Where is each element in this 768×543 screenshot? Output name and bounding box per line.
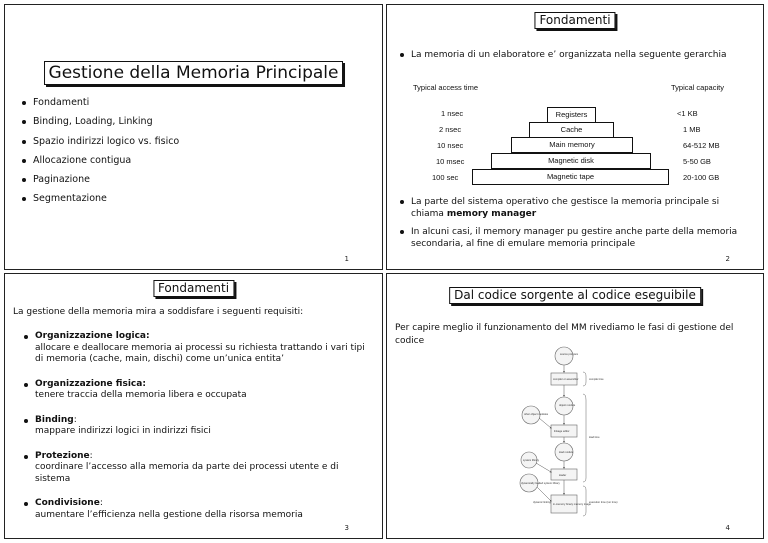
slide-4-title: Dal codice sorgente al codice eseguibile	[449, 287, 701, 304]
slide-3-intro: La gestione della memoria mira a soddisfare i seguenti requisiti:	[13, 307, 304, 317]
compilation-flow-diagram	[511, 346, 641, 518]
list-item	[23, 498, 373, 521]
requirement-heading: Condivisione	[35, 498, 100, 508]
hierarchy-level-magnetic-tape: Magnetic tape	[472, 169, 669, 185]
compile-time-label: compile time	[589, 378, 604, 381]
list-item: Segmentazione	[21, 193, 179, 212]
list-item	[23, 331, 373, 366]
requirement-heading: Protezione	[35, 450, 90, 461]
memory-manager-text: La parte del sistema operativo che gestisce la memoria principale si chiama	[411, 197, 720, 219]
hierarchy-level-main-memory: Main memory	[511, 137, 633, 153]
loader-label: loader	[559, 474, 567, 477]
list-item: Spazio indirizzi logico vs. fisico	[21, 136, 179, 155]
requirement-heading: Organizzazione fisica:	[35, 378, 146, 389]
execution-time-label: execution time (run time)	[589, 501, 618, 504]
requirement-separator: :	[73, 414, 77, 425]
object-module-label: object module	[559, 404, 576, 407]
page-number: 1	[344, 255, 349, 263]
slide-3-title: Fondamenti	[153, 280, 234, 297]
slide-1-title: Gestione della Memoria Principale	[44, 61, 344, 85]
load-module-label: load module	[559, 451, 574, 454]
page-number: 3	[344, 524, 349, 532]
slide-2-title: Fondamenti	[534, 12, 615, 29]
hierarchy-level-magnetic-disk: Magnetic disk	[491, 153, 651, 169]
capacity-value: 1 MB	[683, 125, 701, 134]
capacity-value: 64-512 MB	[683, 141, 720, 150]
list-item: In alcuni casi, il memory manager pu gestire anche parte della memoria secondaria, al fine di emulare memoria principale	[399, 226, 749, 250]
list-item: Fondamenti	[21, 97, 179, 116]
requirement-body: coordinare l’accesso alla memoria da parte dei processi utente e di sistema	[35, 462, 339, 484]
access-time-value: 2 nsec	[439, 125, 462, 134]
hierarchy-level-cache: Cache	[529, 122, 614, 138]
memory-manager-term: memory manager	[446, 209, 537, 219]
source-program-node	[555, 347, 573, 365]
dynamic-linking-label: dynamic linking	[533, 501, 551, 504]
requirements-list	[23, 331, 373, 534]
requirement-heading: Organizzazione logica:	[35, 331, 150, 341]
access-time-value: 10 nsec	[437, 141, 464, 150]
slide-4-intro: Per capire meglio il funzionamento del MM rivediamo le fasi di gestione del codice	[395, 323, 734, 346]
access-time-value: 1 nsec	[441, 109, 464, 118]
system-library-label: system library	[523, 459, 539, 462]
capacity-value: 5-50 GB	[683, 157, 711, 166]
access-time-value: 10 msec	[436, 157, 465, 166]
hierarchy-level-registers: Registers	[547, 107, 596, 123]
other-objects-label: other object modules	[524, 413, 549, 416]
capacity-header: Typical capacity	[671, 83, 724, 92]
list-item: La memoria di un elaboratore e’ organizzata nella seguente gerarchia	[399, 49, 751, 61]
memory-image-label: in-memory binary memory image	[553, 503, 591, 506]
page-number: 2	[725, 255, 730, 263]
requirement-separator: :	[99, 498, 103, 508]
page-number: 4	[725, 524, 730, 532]
access-time-header: Typical access time	[413, 83, 479, 92]
slide-2-bullet-top	[399, 49, 751, 61]
source-program-label: source program	[560, 353, 579, 356]
list-item	[23, 415, 373, 438]
list-item	[23, 379, 373, 402]
linkage-editor-label: linkage editor	[554, 430, 570, 433]
slide-2-bullets-bottom	[399, 196, 749, 250]
requirement-body: allocare e deallocare memoria ai processi su richiesta trattando i vari tipi di memoria (cache, main, dischi) come un’unica entita’	[35, 342, 365, 364]
requirement-heading: Binding	[35, 414, 74, 425]
slide-1	[4, 4, 383, 270]
compiler-label: compiler or assembler	[553, 378, 579, 381]
requirement-separator: :	[89, 450, 93, 461]
requirement-body: mappare indirizzi logici in indirizzi fisici	[35, 426, 211, 436]
capacity-value: 20-100 GB	[683, 173, 720, 182]
list-item	[23, 451, 373, 486]
slide-3	[4, 273, 383, 539]
list-item: Binding, Loading, Linking	[21, 116, 179, 135]
access-time-value: 100 sec	[432, 173, 459, 182]
list-item: Paginazione	[21, 174, 179, 193]
requirement-body: tenere traccia della memoria libera e occupata	[35, 390, 247, 400]
requirement-body: aumentare l’efficienza nella gestione della risorsa memoria	[35, 509, 303, 520]
list-item	[399, 196, 749, 220]
list-item: Allocazione contigua	[21, 155, 179, 174]
slide-2	[386, 4, 764, 270]
capacity-value: <1 KB	[677, 109, 698, 118]
slide-4	[386, 273, 764, 539]
slide-1-topic-list	[21, 97, 179, 213]
dynamic-library-label: dynamically loaded system library	[521, 482, 560, 485]
load-time-label: load time	[589, 436, 600, 439]
